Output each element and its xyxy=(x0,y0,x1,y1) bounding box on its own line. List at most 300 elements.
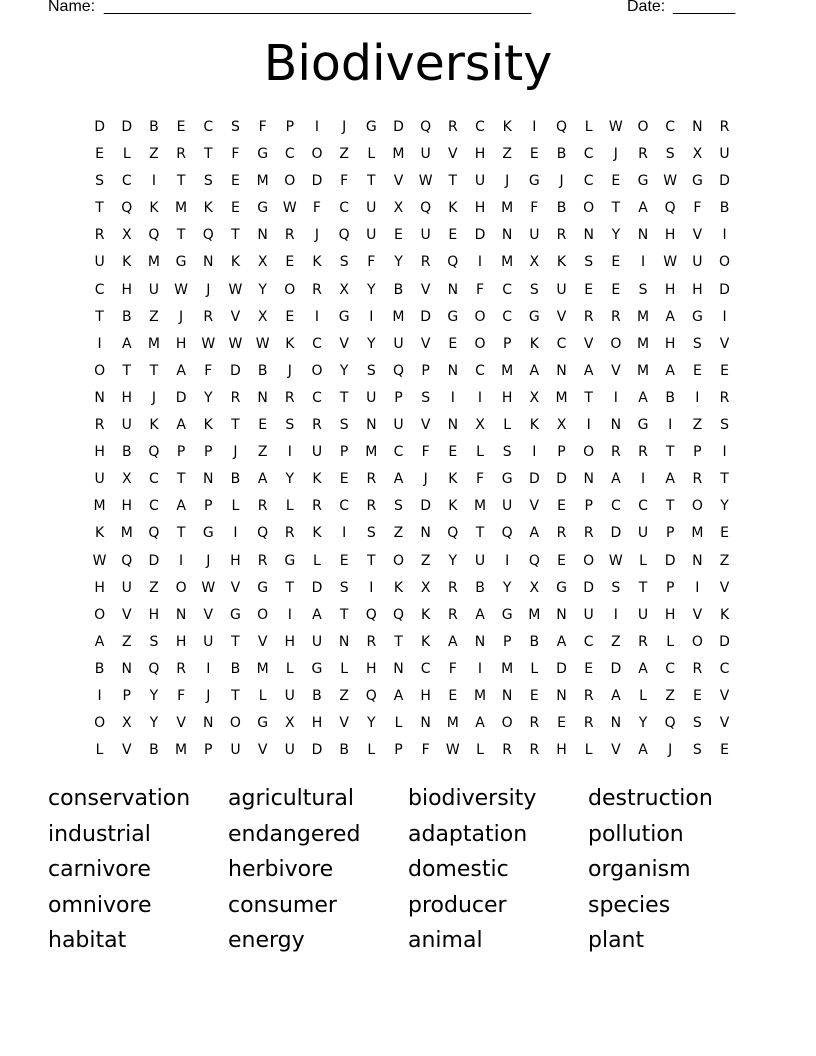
grid-letter: E xyxy=(611,281,621,298)
grid-letter: W xyxy=(663,254,678,271)
grid-letter: E xyxy=(448,335,458,352)
grid-letter: L xyxy=(285,660,294,677)
grid-letter: E xyxy=(394,227,403,244)
grid-letter: C xyxy=(719,660,730,677)
grid-letter: X xyxy=(420,579,431,596)
grid-letter: F xyxy=(475,471,485,488)
grid-letter: C xyxy=(556,335,567,352)
grid-letter: Q xyxy=(148,227,160,244)
grid-letter: O xyxy=(583,552,595,569)
grid-letter: Q xyxy=(392,362,404,379)
grid-letter: A xyxy=(176,498,186,515)
grid-letter: H xyxy=(175,335,187,352)
grid-letter: Z xyxy=(339,687,349,704)
grid-letter: V xyxy=(556,308,567,325)
grid-letter: T xyxy=(231,417,240,434)
grid-letter: M xyxy=(501,254,514,271)
grid-letter: J xyxy=(206,687,211,704)
grid-row xyxy=(86,412,738,439)
grid-letter: F xyxy=(367,254,376,271)
grid-letter: U xyxy=(203,633,214,650)
grid-letter: X xyxy=(393,200,404,217)
grid-letter: T xyxy=(720,471,729,488)
grid-letter: H xyxy=(664,281,676,298)
grid-letter: V xyxy=(420,281,431,298)
grid-letter: I xyxy=(477,660,483,677)
grid-letter: X xyxy=(257,254,268,271)
grid-letter: X xyxy=(556,417,567,434)
grid-letter: U xyxy=(366,227,377,244)
grid-letter: U xyxy=(474,552,486,569)
grid-letter: L xyxy=(584,119,593,135)
grid-letter: H xyxy=(420,687,431,704)
grid-letter: N xyxy=(447,362,459,379)
grid-letter: E xyxy=(611,173,621,190)
grid-letter: M xyxy=(528,606,541,623)
grid-letter: A xyxy=(638,389,648,406)
grid-letter: T xyxy=(339,389,349,406)
grid-letter: X xyxy=(475,417,485,434)
grid-letter: I xyxy=(532,119,537,135)
grid-row xyxy=(86,304,738,331)
grid-letter: E xyxy=(448,227,458,244)
grid-letter: F xyxy=(312,200,321,217)
grid-letter: M xyxy=(636,362,650,379)
grid-letter: E xyxy=(339,552,349,569)
grid-letter: V xyxy=(692,227,703,244)
grid-letter: W xyxy=(228,281,243,298)
grid-letter: L xyxy=(340,660,349,677)
grid-letter: Q xyxy=(392,606,404,623)
grid-letter: C xyxy=(94,281,105,298)
grid-letter: T xyxy=(665,444,675,461)
grid-letter: A xyxy=(176,417,186,434)
grid-letter: D xyxy=(420,498,432,515)
grid-letter: N xyxy=(501,227,513,244)
grid-letter: L xyxy=(122,146,131,163)
grid-letter: D xyxy=(610,660,622,677)
grid-letter: F xyxy=(475,281,485,298)
grid-letter: L xyxy=(367,742,376,759)
grid-letter: N xyxy=(556,687,567,704)
word-bank-item: destruction xyxy=(588,786,713,811)
grid-letter: M xyxy=(501,660,514,677)
grid-letter: B xyxy=(94,660,105,677)
grid-letter: K xyxy=(448,200,458,217)
grid-letter: W xyxy=(174,281,189,298)
grid-letter: I xyxy=(477,254,483,271)
grid-letter: K xyxy=(285,335,295,352)
grid-letter: Y xyxy=(367,335,376,352)
grid-letter: P xyxy=(421,362,430,379)
grid-letter: M xyxy=(365,444,378,461)
grid-letter: I xyxy=(505,552,510,569)
grid-letter: E xyxy=(557,498,566,515)
grid-letter: B xyxy=(556,146,567,163)
grid-letter: U xyxy=(94,471,105,488)
grid-letter: Z xyxy=(339,146,349,163)
grid-letter: J xyxy=(314,227,320,244)
grid-letter: F xyxy=(177,687,186,704)
grid-letter: M xyxy=(392,308,405,325)
grid-letter: N xyxy=(121,660,132,677)
grid-letter: R xyxy=(203,308,214,325)
grid-letter: H xyxy=(664,227,676,244)
grid-letter: N xyxy=(203,254,214,271)
grid-letter: P xyxy=(394,742,403,759)
grid-letter: Q xyxy=(420,200,432,217)
grid-letter: B xyxy=(529,633,540,650)
grid-letter: J xyxy=(505,173,510,190)
grid-letter: K xyxy=(502,119,512,135)
grid-letter: O xyxy=(637,119,649,135)
grid-letter: H xyxy=(284,633,296,650)
grid-letter: U xyxy=(719,146,730,163)
grid-letter: B xyxy=(230,471,241,488)
grid-row xyxy=(86,385,738,412)
grid-letter: J xyxy=(206,281,211,298)
grid-letter: M xyxy=(93,498,106,515)
grid-letter: E xyxy=(692,362,702,379)
grid-letter: F xyxy=(421,742,430,759)
grid-letter: Y xyxy=(203,389,213,406)
grid-letter: S xyxy=(611,579,621,596)
grid-letter: J xyxy=(233,444,238,461)
grid-letter: M xyxy=(147,254,160,271)
grid-letter: C xyxy=(475,362,485,379)
grid-letter: T xyxy=(176,227,186,244)
grid-row xyxy=(86,575,738,602)
grid-letter: T xyxy=(611,200,621,217)
grid-letter: H xyxy=(474,200,486,217)
grid-letter: J xyxy=(287,362,292,379)
grid-letter: G xyxy=(202,525,214,542)
grid-letter: W xyxy=(608,119,623,135)
grid-letter: D xyxy=(230,362,241,379)
grid-letter: A xyxy=(257,471,268,488)
grid-letter: U xyxy=(366,389,377,406)
grid-letter: K xyxy=(312,525,322,542)
grid-letter: Y xyxy=(149,715,159,732)
grid-letter: T xyxy=(394,633,403,650)
grid-letter: L xyxy=(313,552,321,569)
grid-letter: S xyxy=(692,742,702,759)
grid-letter: L xyxy=(476,444,484,461)
grid-letter: C xyxy=(284,146,295,163)
grid-letter: D xyxy=(311,173,323,190)
grid-letter: K xyxy=(149,200,159,217)
grid-letter: E xyxy=(231,173,240,190)
grid-letter: H xyxy=(366,660,377,677)
grid-row xyxy=(86,249,738,276)
grid-letter: W xyxy=(418,173,433,190)
grid-letter: G xyxy=(501,471,513,488)
grid-letter: N xyxy=(420,525,431,542)
grid-letter: C xyxy=(149,471,159,488)
grid-letter: O xyxy=(311,146,323,163)
grid-letter: I xyxy=(342,525,347,542)
grid-letter: S xyxy=(638,281,648,298)
grid-letter: T xyxy=(665,498,675,515)
grid-letter: D xyxy=(556,660,567,677)
grid-letter: W xyxy=(201,579,216,596)
grid-letter: U xyxy=(474,173,486,190)
grid-letter: K xyxy=(149,417,159,434)
grid-letter: L xyxy=(95,742,104,759)
grid-letter: I xyxy=(640,471,646,488)
grid-letter: D xyxy=(719,281,730,298)
grid-letter: R xyxy=(556,227,567,244)
word-bank-item: industrial xyxy=(48,821,151,847)
grid-row xyxy=(86,710,738,737)
grid-letter: R xyxy=(284,389,295,406)
grid-letter: Q xyxy=(365,606,377,623)
grid-letter: Q xyxy=(664,715,676,732)
grid-letter: O xyxy=(392,552,404,569)
grid-letter: R xyxy=(94,417,105,434)
grid-letter: R xyxy=(447,579,458,596)
grid-letter: X xyxy=(257,308,268,325)
grid-letter: B xyxy=(719,200,730,217)
grid-letter: C xyxy=(638,498,648,515)
grid-letter: Q xyxy=(420,119,432,135)
grid-letter: Z xyxy=(420,552,431,569)
grid-letter: X xyxy=(529,389,540,406)
grid-letter: I xyxy=(586,417,591,434)
grid-letter: F xyxy=(231,146,240,163)
grid-letter: A xyxy=(176,362,186,379)
grid-letter: C xyxy=(312,389,322,406)
grid-letter: O xyxy=(175,579,187,596)
grid-letter: I xyxy=(314,308,320,325)
word-search-grid xyxy=(86,114,738,764)
grid-letter: M xyxy=(446,715,459,732)
grid-letter: Y xyxy=(339,362,349,379)
grid-letter: W xyxy=(92,552,107,569)
grid-letter: N xyxy=(257,389,268,406)
word-bank-item: habitat xyxy=(48,928,127,954)
grid-letter: G xyxy=(338,308,350,325)
grid-letter: J xyxy=(151,389,156,406)
grid-letter: X xyxy=(692,146,703,163)
grid-letter: V xyxy=(257,742,268,759)
grid-row xyxy=(86,358,738,385)
grid-letter: K xyxy=(448,471,458,488)
grid-letter: R xyxy=(447,606,458,623)
grid-letter: T xyxy=(203,146,213,163)
grid-letter: N xyxy=(366,417,377,434)
grid-letter: R xyxy=(312,498,322,515)
grid-letter: B xyxy=(230,660,241,677)
grid-letter: D xyxy=(474,227,486,244)
grid-letter: H xyxy=(121,281,133,298)
grid-letter: K xyxy=(719,606,730,623)
grid-letter: A xyxy=(583,362,594,379)
grid-row xyxy=(86,195,738,222)
grid-letter: J xyxy=(613,146,618,163)
word-bank-item: plant xyxy=(588,928,645,954)
grid-letter: B xyxy=(149,742,159,759)
grid-letter: I xyxy=(450,389,455,406)
grid-letter: T xyxy=(95,200,104,217)
grid-letter: I xyxy=(695,579,700,596)
grid-letter: T xyxy=(149,362,159,379)
word-bank-item: carnivore xyxy=(48,857,151,883)
grid-letter: D xyxy=(528,471,540,488)
grid-letter: G xyxy=(637,417,649,434)
grid-row xyxy=(86,629,738,656)
grid-letter: K xyxy=(312,471,322,488)
grid-letter: V xyxy=(611,742,621,759)
grid-letter: K xyxy=(393,579,404,596)
grid-row xyxy=(86,602,738,629)
grid-letter: G xyxy=(284,552,296,569)
grid-letter: K xyxy=(312,254,322,271)
grid-letter: A xyxy=(529,362,540,379)
grid-letter: A xyxy=(94,633,105,650)
grid-letter: I xyxy=(287,444,292,461)
word-bank-item: agricultural xyxy=(228,786,354,811)
grid-letter: F xyxy=(340,173,349,190)
grid-letter: R xyxy=(719,389,730,406)
grid-letter: R xyxy=(502,742,513,759)
grid-letter: O xyxy=(284,281,296,298)
grid-letter: C xyxy=(502,308,513,325)
grid-letter: G xyxy=(501,606,513,623)
grid-letter: V xyxy=(719,715,730,732)
word-bank-item: producer xyxy=(408,892,507,918)
grid-letter: T xyxy=(176,173,186,190)
grid-letter: N xyxy=(420,715,431,732)
grid-letter: D xyxy=(719,633,730,650)
grid-letter: R xyxy=(257,552,268,569)
grid-letter: A xyxy=(611,471,621,488)
grid-letter: P xyxy=(176,444,186,461)
grid-letter: G xyxy=(257,146,269,163)
grid-letter: U xyxy=(148,281,160,298)
grid-letter: I xyxy=(369,579,374,596)
grid-letter: Q xyxy=(501,525,513,542)
grid-letter: N xyxy=(257,227,268,244)
grid-letter: G xyxy=(230,606,241,623)
grid-letter: H xyxy=(501,389,513,406)
grid-letter: T xyxy=(122,362,132,379)
grid-letter: V xyxy=(121,606,132,623)
grid-letter: O xyxy=(94,362,106,379)
grid-letter: I xyxy=(477,389,483,406)
grid-letter: S xyxy=(529,281,539,298)
grid-letter: J xyxy=(179,308,184,325)
grid-letter: P xyxy=(122,687,131,704)
grid-letter: L xyxy=(503,417,512,434)
grid-letter: F xyxy=(530,200,539,217)
grid-letter: A xyxy=(448,633,458,650)
grid-row xyxy=(86,466,738,493)
grid-letter: E xyxy=(584,660,594,677)
name-blank-line: ________________________________________________ xyxy=(104,0,532,15)
grid-letter: N xyxy=(501,687,513,704)
grid-letter: R xyxy=(692,660,703,677)
grid-letter: V xyxy=(583,335,594,352)
grid-letter: L xyxy=(639,552,647,569)
grid-letter: R xyxy=(230,389,241,406)
grid-letter: F xyxy=(258,119,267,135)
grid-letter: G xyxy=(528,308,540,325)
grid-letter: V xyxy=(339,715,349,732)
grid-letter: U xyxy=(637,606,649,623)
grid-letter: D xyxy=(664,552,676,569)
grid-letter: T xyxy=(475,525,485,542)
grid-letter: X xyxy=(529,254,540,271)
grid-letter: P xyxy=(665,525,675,542)
grid-letter: M xyxy=(636,335,650,352)
grid-letter: S xyxy=(285,417,295,434)
grid-letter: S xyxy=(203,173,213,190)
grid-row xyxy=(86,114,738,141)
grid-letter: U xyxy=(393,417,404,434)
grid-letter: O xyxy=(610,335,622,352)
grid-letter: Z xyxy=(719,552,730,569)
grid-letter: S xyxy=(692,715,702,732)
grid-letter: G xyxy=(447,308,459,325)
grid-letter: R xyxy=(692,471,703,488)
grid-letter: G xyxy=(691,173,703,190)
grid-letter: S xyxy=(502,444,512,461)
grid-letter: C xyxy=(121,173,132,190)
grid-letter: D xyxy=(311,742,323,759)
grid-letter: V xyxy=(611,362,621,379)
grid-letter: H xyxy=(474,146,486,163)
grid-letter: A xyxy=(393,471,404,488)
grid-letter: R xyxy=(366,498,377,515)
grid-letter: W xyxy=(608,552,623,569)
grid-letter: I xyxy=(314,119,320,135)
grid-letter: H xyxy=(556,742,567,759)
grid-letter: N xyxy=(692,552,703,569)
grid-letter: Y xyxy=(638,715,648,732)
grid-letter: S xyxy=(366,362,376,379)
grid-letter: N xyxy=(637,227,649,244)
grid-letter: V xyxy=(692,606,703,623)
grid-letter: J xyxy=(342,119,347,135)
grid-letter: L xyxy=(666,633,675,650)
grid-letter: S xyxy=(231,119,240,135)
grid-letter: X xyxy=(284,715,295,732)
grid-letter: C xyxy=(339,200,350,217)
grid-letter: C xyxy=(665,660,676,677)
word-bank xyxy=(48,781,768,959)
grid-letter: V xyxy=(448,146,458,163)
grid-letter: V xyxy=(257,633,268,650)
grid-letter: R xyxy=(719,119,730,135)
grid-letter: N xyxy=(203,715,214,732)
grid-letter: N xyxy=(583,227,594,244)
grid-letter: X xyxy=(339,281,349,298)
grid-letter: S xyxy=(692,335,702,352)
grid-letter: D xyxy=(719,173,730,190)
grid-letter: A xyxy=(665,471,675,488)
grid-row xyxy=(86,656,738,683)
grid-letter: R xyxy=(610,444,621,461)
grid-letter: M xyxy=(120,525,133,542)
grid-letter: Z xyxy=(257,444,268,461)
grid-letter: O xyxy=(719,254,731,271)
grid-letter: I xyxy=(722,227,727,244)
grid-row xyxy=(86,683,738,710)
grid-letter: T xyxy=(231,687,240,704)
grid-letter: Z xyxy=(149,308,159,325)
grid-letter: H xyxy=(664,606,676,623)
